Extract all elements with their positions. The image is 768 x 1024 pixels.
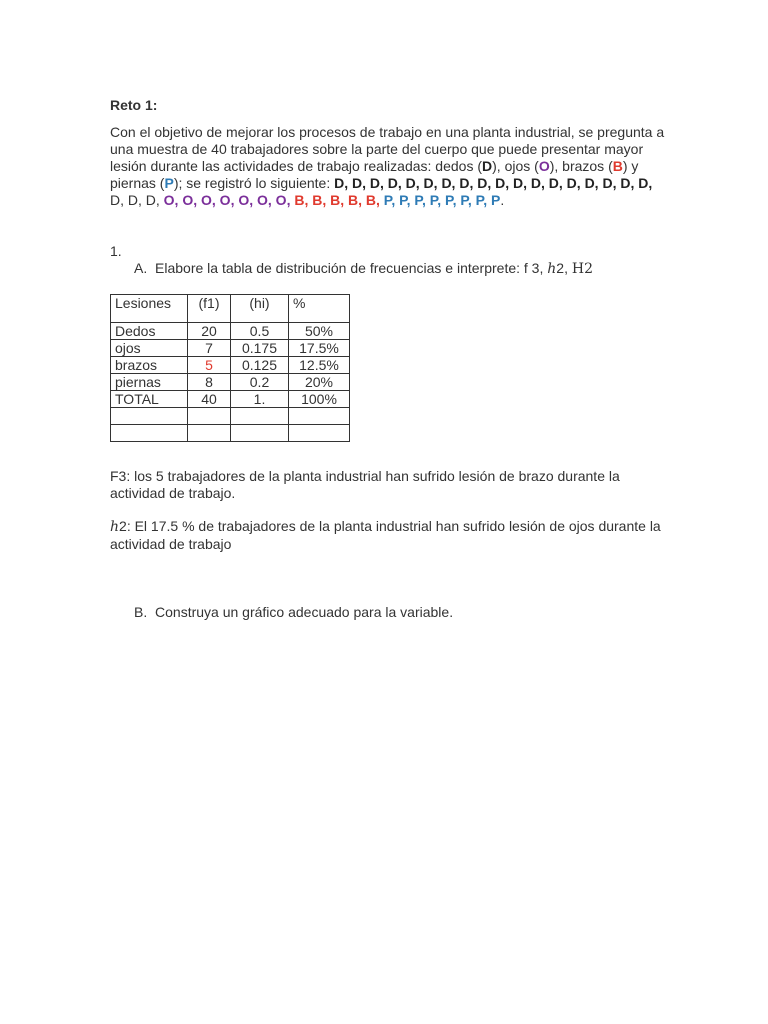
table-cell: 17.5% (289, 340, 350, 357)
frequency-table (110, 294, 350, 442)
item-b-text: Construya un gráfico adecuado para la variable. (155, 604, 454, 620)
sequence-b: B, B, B, B, B, (290, 192, 380, 208)
table-row-empty (111, 425, 350, 442)
table-cell: 20 (188, 323, 231, 340)
code-b: B (612, 158, 623, 174)
table-cell: ojos (111, 340, 188, 357)
item-a-label: A. (134, 260, 148, 276)
table-cell (231, 425, 289, 442)
table-cell-highlight: 5 (188, 357, 231, 374)
intro-text-5: ); se registró lo siguiente: (173, 175, 335, 191)
sequence-d-plain: D, D, D, (110, 192, 164, 208)
sequence-d-bold: D, D, D, D, D, D, D, D, D, D, D, D, D, D, D, D, D, D, (334, 175, 653, 191)
table-cell: 20% (289, 374, 350, 391)
code-o: O (538, 158, 550, 174)
table-cell: TOTAL (111, 391, 188, 408)
item-a-f: f 3, (523, 260, 548, 276)
table-cell: 12.5% (289, 357, 350, 374)
table-cell: Dedos (111, 323, 188, 340)
table-cell: 0.125 (231, 357, 289, 374)
table-cell (289, 425, 350, 442)
table-cell: 8 (188, 374, 231, 391)
interpretation-f3: F3: los 5 trabajadores de la planta industrial han sufrido lesión de brazo durante la actividad de trabajo. (110, 468, 620, 501)
question-number: 1. (110, 243, 122, 259)
header-f1: (f1) (188, 295, 231, 323)
code-p: P (164, 175, 174, 191)
page-title: Reto 1: (110, 97, 158, 113)
h2-text: 2: El 17.5 % de trabajadores de la planta industrial han sufrido lesión de ojos durante la actividad de trabajo (110, 518, 661, 552)
item-a-text: Elabore la tabla de distribución de frecuencias e interprete: (155, 260, 524, 276)
table-cell (111, 425, 188, 442)
table-cell: piernas (111, 374, 188, 391)
table-cell: 0.175 (231, 340, 289, 357)
table-cell: 0.5 (231, 323, 289, 340)
table-row (111, 357, 350, 374)
intro-paragraph (110, 124, 670, 209)
h2-symbol: ℎ (110, 519, 120, 535)
intro-text-1: Con el objetivo de mejorar los procesos de trabajo en una planta industrial, se pregunta a una muestra de 40 trabajadores sobre la parte del cuerpo que puede presentar mayor lesión durante las actividades de trabajo realizadas: dedos ( (110, 124, 665, 174)
table-cell (231, 408, 289, 425)
table-cell (188, 425, 231, 442)
intro-text-3: ), brazos ( (549, 158, 613, 174)
table-row (111, 340, 350, 357)
item-b (134, 604, 453, 620)
table-cell (111, 408, 188, 425)
sequence-p: P, P, P, P, P, P, P, P (379, 192, 501, 208)
item-a (134, 260, 593, 277)
item-a-H: H2 (571, 261, 593, 277)
item-a-h: ℎ (547, 261, 557, 277)
table-cell: brazos (111, 357, 188, 374)
table-row (111, 391, 350, 408)
header-percent: % (289, 295, 350, 323)
table-row (111, 374, 350, 391)
header-lesiones: Lesiones (111, 295, 188, 323)
table-row-empty (111, 408, 350, 425)
item-a-h-rest: 2, (556, 260, 572, 276)
intro-end: . (500, 192, 505, 208)
table-row (111, 323, 350, 340)
table-cell: 50% (289, 323, 350, 340)
sequence-o: O, O, O, O, O, O, O, (163, 192, 291, 208)
table-cell (188, 408, 231, 425)
header-hi: (hi) (231, 295, 289, 323)
table-cell: 100% (289, 391, 350, 408)
intro-text-4: ) y piernas ( (110, 158, 639, 191)
table-cell: 1. (231, 391, 289, 408)
table-cell: 0.2 (231, 374, 289, 391)
table-cell: 40 (188, 391, 231, 408)
table-cell: 7 (188, 340, 231, 357)
interpretation-h2 (110, 518, 670, 553)
table-header-row (111, 295, 350, 323)
intro-text-2: ), ojos ( (492, 158, 539, 174)
table-cell (289, 408, 350, 425)
code-d: D (482, 158, 493, 174)
item-b-label: B. (134, 604, 148, 620)
